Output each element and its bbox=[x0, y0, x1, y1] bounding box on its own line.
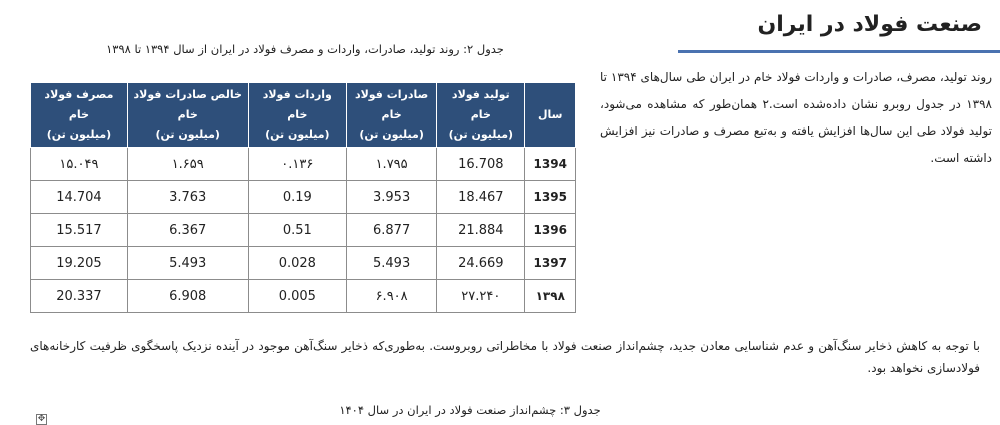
intro-paragraph: روند تولید، مصرف، صادرات و واردات فولاد خام در ایران طی سال‌های ۱۳۹۴ تا ۱۳۹۸ در جدول روبرو نشان داده‌شده است.۲ همان‌طور که مشاهده می‌شود، تولید فولاد طی این سال‌ها افزایش یافته و به‌تبع مصرف و صادرات نیز افزایش داشته است. bbox=[600, 70, 992, 165]
cell-exports: ۱.۷۹۵ bbox=[347, 148, 437, 181]
cell-exports: 5.493 bbox=[347, 247, 437, 280]
cell-exports: 6.877 bbox=[347, 214, 437, 247]
table-header-row bbox=[31, 83, 576, 148]
cell-year: 1395 bbox=[525, 181, 576, 214]
heading-underline bbox=[678, 50, 1000, 53]
header-consumption: مصرف فولاد خام (میلیون تن) bbox=[31, 83, 128, 148]
cell-consumption: 14.704 bbox=[31, 181, 128, 214]
cell-imports: 0.19 bbox=[248, 181, 347, 214]
table-row bbox=[31, 181, 576, 214]
header-exports: صادرات فولاد خام (میلیون تن) bbox=[347, 83, 437, 148]
cell-consumption: 19.205 bbox=[31, 247, 128, 280]
section-heading: صنعت فولاد در ایران bbox=[757, 12, 982, 37]
cell-imports: 0.51 bbox=[248, 214, 347, 247]
header-production: تولید فولاد خام (میلیون تن) bbox=[437, 83, 525, 148]
cell-production: ۲۷.۲۴۰ bbox=[437, 280, 525, 313]
cell-production: 16.708 bbox=[437, 148, 525, 181]
cell-year: 1394 bbox=[525, 148, 576, 181]
cell-net-exports: 6.908 bbox=[127, 280, 248, 313]
table-row bbox=[31, 247, 576, 280]
cell-year: 1396 bbox=[525, 214, 576, 247]
cell-consumption: 20.337 bbox=[31, 280, 128, 313]
cell-imports: 0.028 bbox=[248, 247, 347, 280]
outlook-paragraph: با توجه به کاهش ذخایر سنگ‌آهن و عدم شناسایی معادن جدید، چشم‌انداز صنعت فولاد با مخاطراتی روبروست. به‌طوری‌که ذخایر سنگ‌آهن موجود در آینده نزدیک پاسخگوی ظرفیت کارخانه‌های فولادسازی نخواهد بود. bbox=[30, 339, 980, 375]
table-row bbox=[31, 280, 576, 313]
table-row bbox=[31, 148, 576, 181]
table-caption: جدول ۲: روند تولید، صادرات، واردات و مصرف فولاد در ایران از سال ۱۳۹۴ تا ۱۳۹۸ bbox=[106, 42, 504, 56]
move-handle-icon[interactable]: ✥ bbox=[37, 414, 46, 424]
cell-consumption: ۱۵.۰۴۹ bbox=[31, 148, 128, 181]
cell-net-exports: ۱.۶۵۹ bbox=[127, 148, 248, 181]
cell-year: 1397 bbox=[525, 247, 576, 280]
table3-caption: جدول ۳: چشم‌انداز صنعت فولاد در ایران در سال ۱۴۰۴ bbox=[339, 403, 601, 417]
table-row bbox=[31, 214, 576, 247]
cell-exports: 3.953 bbox=[347, 181, 437, 214]
cell-production: 24.669 bbox=[437, 247, 525, 280]
header-imports: واردات فولاد خام (میلیون تن) bbox=[248, 83, 347, 148]
cell-production: 21.884 bbox=[437, 214, 525, 247]
cell-year: ۱۳۹۸ bbox=[525, 280, 576, 313]
cell-imports: 0.005 bbox=[248, 280, 347, 313]
cell-imports: ۰.۱۳۶ bbox=[248, 148, 347, 181]
header-net-exports: خالص صادرات فولاد خام (میلیون تن) bbox=[127, 83, 248, 148]
cell-net-exports: 3.763 bbox=[127, 181, 248, 214]
cell-exports: ۶.۹۰۸ bbox=[347, 280, 437, 313]
cell-consumption: 15.517 bbox=[31, 214, 128, 247]
header-year: سال bbox=[525, 83, 576, 148]
cell-net-exports: 6.367 bbox=[127, 214, 248, 247]
steel-data-table bbox=[30, 82, 576, 313]
cell-net-exports: 5.493 bbox=[127, 247, 248, 280]
cell-production: 18.467 bbox=[437, 181, 525, 214]
